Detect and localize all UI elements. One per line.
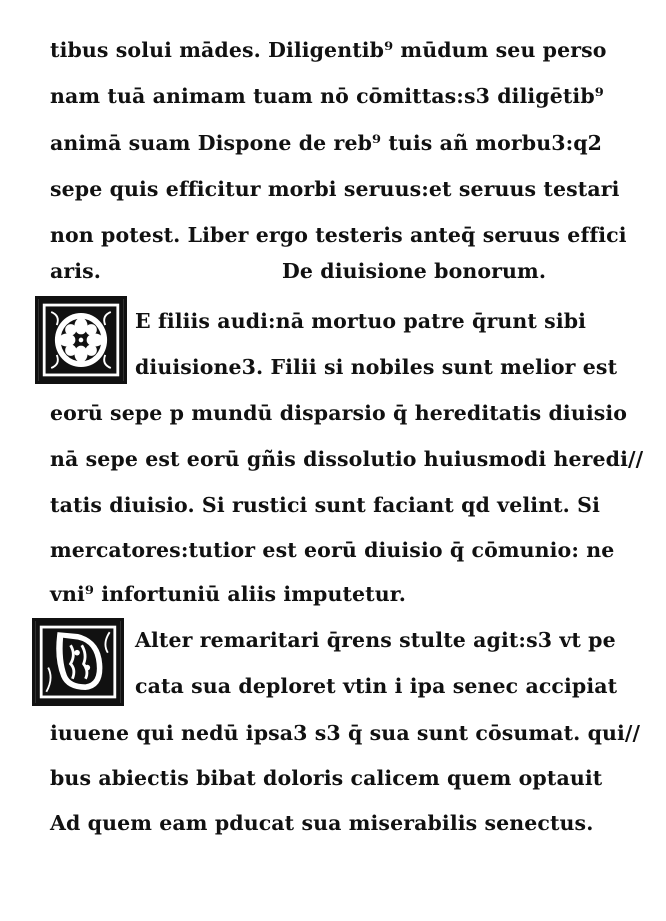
text-line: nā sepe est eorū gñis dissolutio huiusmodi heredi//: [50, 447, 644, 471]
text-line: iuuene qui nedū ipsa3 s3 q̄ sua sunt cōsumat. qui//: [50, 721, 641, 745]
text-line: bus abiectis bibat doloris calicem quem optauit: [50, 766, 603, 790]
section-heading: De diuisione bonorum.: [282, 259, 547, 283]
text-line: non potest. Liber ergo testeris anteq̄ seruus effici: [50, 223, 627, 247]
text-line: E filiis audi:nā mortuo patre q̄runt sibi: [135, 309, 587, 333]
text-fragment: aris.: [50, 259, 102, 283]
text-line: Ad quem eam pducat sua miserabilis senectus.: [50, 811, 594, 835]
text-line: tibus solui mādes. Diligentib⁹ mūdum seu perso: [50, 38, 607, 62]
text-line: mercatores:tutior est eorū diuisio q̄ cōmunio: ne: [50, 538, 615, 562]
text-line: vni⁹ infortuniū aliis imputetur.: [50, 582, 406, 606]
text-line: [50, 251, 626, 291]
text-line: cata sua deploret vtin i ipa senec accipiat: [135, 674, 618, 698]
text-line: Alter remaritari q̄rens stulte agit:s3 vt pe: [135, 628, 616, 652]
text-line: animā suam Dispone de reb⁹ tuis añ morbu3:q2: [50, 131, 603, 155]
text-line: sepe quis efficitur morbi seruus:et seruus testari: [50, 177, 620, 201]
text-line: nam tuā animam tuam nō cōmittas:s3 diligētib⁹: [50, 84, 604, 108]
text-line: eorū sepe p mundū disparsio q̄ hereditatis diuisio: [50, 401, 628, 425]
text-line: tatis diuisio. Si rustici sunt faciant qd velint. Si: [50, 493, 600, 517]
floral-woodcut-initial-icon: [35, 296, 127, 384]
foliate-woodcut-initial-icon: [32, 618, 124, 706]
text-line: diuisione3. Filii si nobiles sunt melior est: [135, 355, 618, 379]
